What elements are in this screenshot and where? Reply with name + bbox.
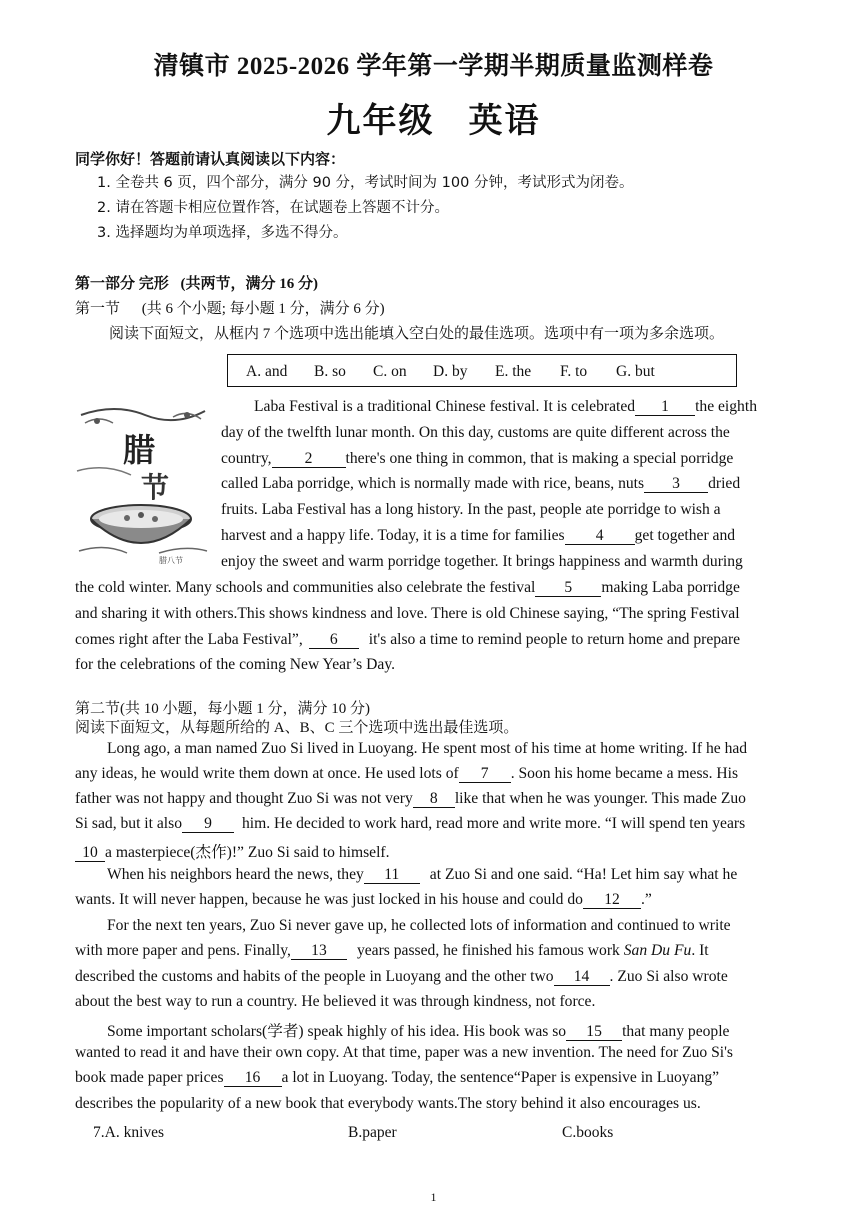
blank-9: 9 <box>182 815 234 833</box>
passage-text: . Zuo Si also wrote <box>609 968 728 985</box>
passage-text: that many people <box>622 1023 730 1040</box>
passage-text: with more paper and pens. Finally, <box>75 942 291 959</box>
section1-heading <box>75 297 385 318</box>
option-b: B. so <box>314 363 346 380</box>
notice-heading: 同学你好！答题前请认真阅读以下内容： <box>75 150 346 168</box>
passage-text: book made paper prices <box>75 1069 224 1086</box>
passage-text: Laba Festival is a traditional Chinese festival. It is celebrated <box>254 398 636 415</box>
laba-festival-illustration <box>75 401 210 567</box>
notice-item: 3. 选择题均为单项选择，多选不得分。 <box>97 225 348 241</box>
page-number: 1 <box>430 1190 437 1204</box>
blank-1: 1 <box>635 398 695 416</box>
blank-8: 8 <box>413 790 455 808</box>
passage-text: country, <box>221 450 272 467</box>
passage-text: a lot in Luoyang. Today, the sentence“Paper is expensive in Luoyang” <box>281 1069 720 1086</box>
blank-7: 7 <box>459 765 511 783</box>
passage-text: comes right after the Laba Festival”, <box>75 631 303 648</box>
passage-text: father was not happy and thought Zuo Si was not very <box>75 790 413 807</box>
passage-text: there's one thing in common, that is making a special porridge <box>345 450 734 467</box>
passage-text: years passed, he finished his famous work <box>356 942 620 959</box>
passage1-line <box>221 450 733 468</box>
svg-text:节: 节 <box>141 471 170 504</box>
passage2-line: wanted to read it and have their own copy. At that time, paper was a new invention. The need for Zuo Si's <box>75 1044 733 1061</box>
passage-text: Si sad, but it also <box>75 815 182 832</box>
subject-label: 英语 <box>468 103 541 140</box>
passage2-line <box>75 790 746 808</box>
blank-6: 6 <box>309 631 359 649</box>
passage-text: at Zuo Si and one said. “Ha! Let him say what he <box>429 866 738 883</box>
blank-2: 2 <box>272 450 346 468</box>
blank-13: 13 <box>291 942 347 960</box>
svg-text:腊: 腊 <box>123 431 156 469</box>
q7-option-b: B.paper <box>348 1124 397 1141</box>
passage1-line: day of the twelfth lunar month. On this day, customs are quite different across the <box>221 424 730 441</box>
passage1-line: for the celebrations of the coming New Year’s Day. <box>75 656 396 673</box>
blank-12: 12 <box>583 891 641 909</box>
blank-11: 11 <box>364 866 420 884</box>
passage-text: him. He decided to work hard, read more and write more. “I will spend ten years <box>242 815 746 832</box>
option-f: F. to <box>560 363 588 380</box>
blank-3: 3 <box>644 475 708 493</box>
blank-10: 10 <box>75 844 105 862</box>
passage-text: called Laba porridge, which is normally made with rice, beans, nuts <box>221 475 645 492</box>
passage-text: When his neighbors heard the news, they <box>107 866 364 883</box>
passage-text: wants. It will never happen, because he was just locked in his house and could do <box>75 891 583 908</box>
part1-heading <box>75 272 318 293</box>
passage1-line: and sharing it with others.This shows kindness and love. There is old Chinese saying, “The spring Festival <box>75 605 740 622</box>
option-g: G. but <box>616 363 655 380</box>
passage2-line: For the next ten years, Zuo Si never gave up, he collected lots of information and continued to write <box>107 917 731 934</box>
option-c: C. on <box>373 363 407 380</box>
option-d: D. by <box>433 363 468 380</box>
passage-text: Some important scholars(学者) speak highly of his idea. His book was so <box>107 1023 567 1040</box>
option-e: E. the <box>495 363 532 380</box>
passage2-line: describes the popularity of a new book that everybody wants.The story behind it also encourages us. <box>75 1095 701 1112</box>
blank-16: 16 <box>224 1069 282 1087</box>
passage2-line <box>75 1069 719 1087</box>
book-title: San Du Fu <box>623 942 692 959</box>
blank-5: 5 <box>535 579 601 597</box>
q7-option-a: 7.A. knives <box>93 1124 165 1141</box>
passage-text: . Soon his home became a mess. His <box>510 765 739 782</box>
notice-item: 2. 请在答题卡相应位置作答，在试题卷上答题不计分。 <box>97 200 449 216</box>
exam-subtitle <box>0 93 867 142</box>
passage2-line <box>75 891 652 909</box>
passage-text: the cold winter. Many schools and communities also celebrate the festival <box>75 579 536 596</box>
passage-text: .” <box>640 891 652 908</box>
passage2-line <box>75 840 390 862</box>
section1-title: 第一节 <box>75 301 121 317</box>
part1-note: (共两节，满分 16 分) <box>180 276 319 292</box>
section2-instruction: 阅读下面短文，从每题所给的 A、B、C 三个选项中选出最佳选项。 <box>75 720 519 736</box>
passage1-line <box>75 579 740 597</box>
passage2-line <box>75 968 728 986</box>
option-a: A. and <box>246 363 288 380</box>
exam-title: 清镇市 2025-2026 学年第一学期半期质量监测样卷 <box>153 53 714 80</box>
passage2-line <box>107 1019 729 1041</box>
options-box <box>227 354 737 387</box>
passage-text: get together and <box>634 527 736 544</box>
passage2-line: Long ago, a man named Zuo Si lived in Luoyang. He spent most of his time at home writing. If he had <box>107 740 748 757</box>
section2-heading: 第二节(共 10 小题，每小题 1 分，满分 10 分) <box>75 701 370 717</box>
passage-text: . It <box>691 942 709 959</box>
passage1-line <box>221 475 740 493</box>
passage1-line <box>254 398 757 416</box>
blank-4: 4 <box>565 527 635 545</box>
passage-text: harvest and a happy life. Today, it is a time for families <box>221 527 565 544</box>
passage-text: the eighth <box>695 398 757 415</box>
passage-text: a masterpiece(杰作)!” Zuo Si said to himself. <box>105 844 390 861</box>
passage-text: any ideas, he would write them down at once. He used lots of <box>75 765 459 782</box>
blank-15: 15 <box>566 1023 622 1041</box>
passage-text: like that when he was younger. This made Zuo <box>454 790 746 807</box>
passage2-line <box>107 866 737 884</box>
grade-label: 九年级 <box>326 103 435 140</box>
part1-title: 第一部分 完形 <box>75 276 169 292</box>
passage2-line <box>75 815 745 833</box>
section1-note: (共 6 个小题; 每小题 1 分，满分 6 分) <box>141 301 385 317</box>
passage1-line: fruits. Laba Festival has a long history. In the past, people ate porridge to wish a <box>221 501 721 518</box>
q7-option-c: C.books <box>562 1124 614 1141</box>
passage-text: it's also a time to remind people to return home and prepare <box>368 631 741 648</box>
passage-text: described the customs and habits of the people in Luoyang and the other two <box>75 968 554 985</box>
passage2-line <box>75 942 709 960</box>
passage-text: making Laba porridge <box>601 579 740 596</box>
passage1-line <box>75 631 740 649</box>
passage1-line: enjoy the sweet and warm porridge together. It brings happiness and warmth during <box>221 553 743 570</box>
section1-instruction: 阅读下面短文，从框内 7 个选项中选出能填入空白处的最佳选项。选项中有一项为多余选项。 <box>109 326 725 342</box>
blank-14: 14 <box>554 968 610 986</box>
passage2-line: about the best way to run a country. He believed it was through kindness, not force. <box>75 993 596 1010</box>
passage-text: dried <box>708 475 741 492</box>
svg-text:腊八节: 腊八节 <box>159 556 183 565</box>
passage1-line <box>221 527 735 545</box>
passage2-line <box>75 765 738 783</box>
notice-item: 1. 全卷共 6 页，四个部分，满分 90 分，考试时间为 100 分钟，考试形式为闭卷。 <box>97 175 634 191</box>
